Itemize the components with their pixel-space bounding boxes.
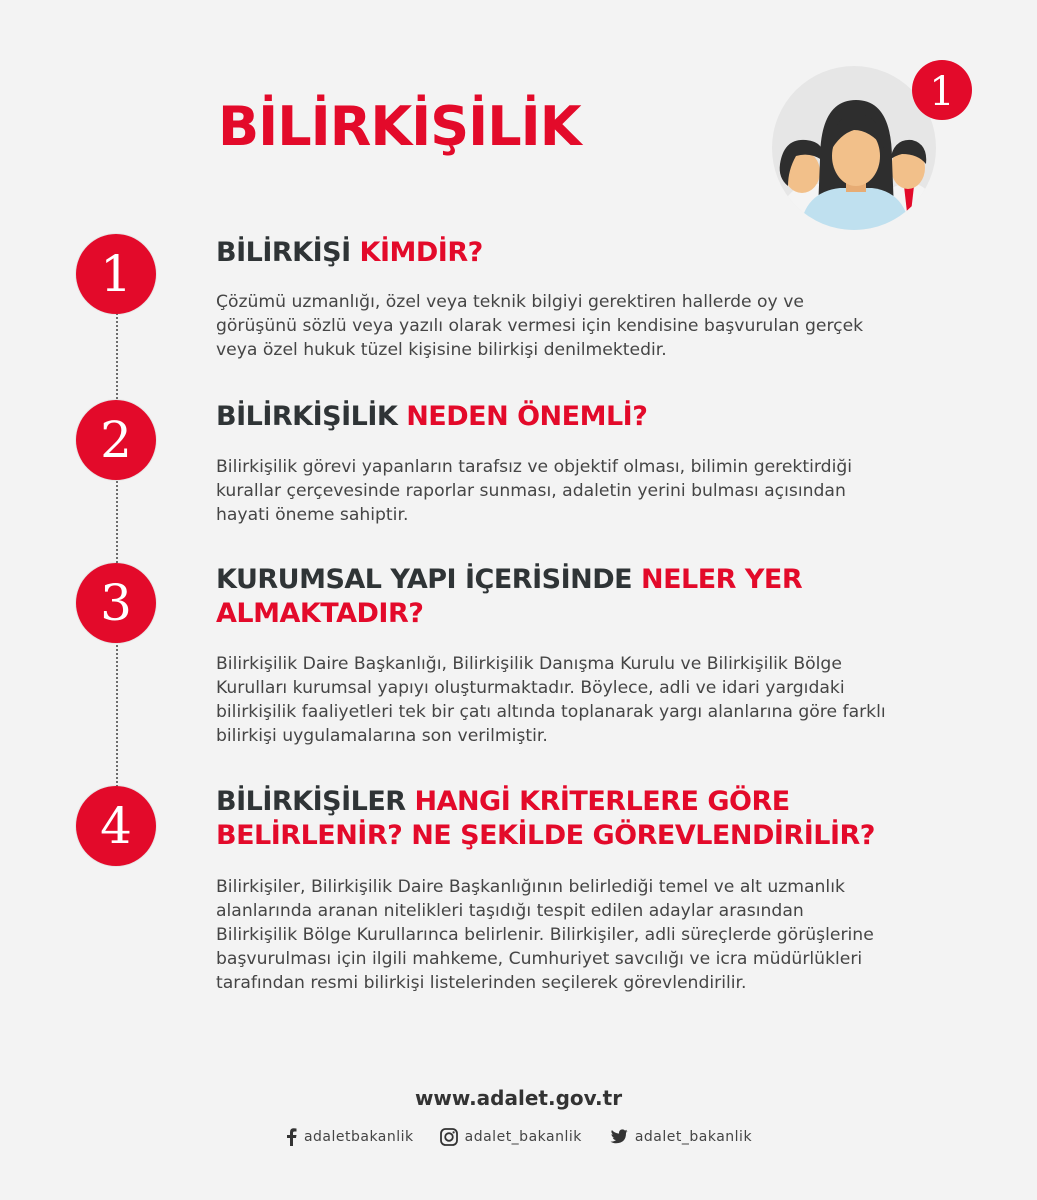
website-link[interactable]: www.adalet.gov.tr xyxy=(414,1086,623,1110)
facebook-handle: adaletbakanlik xyxy=(303,1129,414,1145)
social-facebook[interactable] xyxy=(285,1128,414,1146)
step-number-1: 1 xyxy=(76,234,156,314)
section-4-title-red: HANGİ KRİTERLERE GÖRE BELİRLENİR? NE ŞEKİLDE GÖREVLENDİRİLİR? xyxy=(216,786,875,851)
social-twitter[interactable] xyxy=(608,1128,752,1146)
hero-illustration xyxy=(770,60,980,230)
step-number-3: 3 xyxy=(76,563,156,643)
social-instagram[interactable] xyxy=(440,1128,582,1146)
section-1-title xyxy=(216,236,483,270)
section-2-body: Bilirkişilik görevi yapanların tarafsız ve objektif olması, bilimin gerektirdiği kurallar çerçevesinde raporlar sunması, adaletin yerini bulması açısından hayati öneme sahiptir. xyxy=(216,457,853,525)
section-1-title-red: KİMDİR? xyxy=(359,237,483,268)
section-4-title-dark: BİLİRKİŞİLER xyxy=(216,786,415,817)
people-group-icon xyxy=(770,60,980,230)
section-3-body: Bilirkişilik Daire Başkanlığı, Bilirkişilik Danışma Kurulu ve Bilirkişilik Bölge Kurulları kurumsal yapıyı oluşturmaktadır. Böylece, adli ve idari yargıdaki bilirkişilik faaliyetleri tek bir çatı altında toplanarak yargı alanlarına göre farklı bilirkişi uygulamalarına son verilmiştir. xyxy=(216,654,886,746)
step-number-2: 2 xyxy=(76,400,156,480)
section-1-body: Çözümü uzmanlığı, özel veya teknik bilgiyi gerektiren hallerde oy ve görüşünü sözlü veya yazılı olarak vermesi için kendisine başvurulan gerçek veya özel hukuk tüzel kişisine bilirkişi denilmektedir. xyxy=(216,292,864,360)
section-2-title-red: NEDEN ÖNEMLİ? xyxy=(406,401,648,432)
section-4-body: Bilirkişiler, Bilirkişilik Daire Başkanlığının belirlediği temel ve alt uzmanlık alanlarında aranan nitelikleri taşıdığı tespit edilen adaylar arasından Bilirkişilik Bölge Kurullarınca belirlenir. Bilirkişiler, adli süreçlerde görüşlerine başvurulması için ilgili mahkeme, Cumhuriyet savcılığı ve icra müdürlükleri tarafından resmi bilirkişi listelerinden seçilerek görevlendirilir. xyxy=(216,877,874,993)
twitter-icon xyxy=(608,1129,628,1145)
timeline-connector xyxy=(116,270,118,830)
section-3-title-red: NELER YER ALMAKTADIR? xyxy=(216,564,803,629)
section-1-title-dark: BİLİRKİŞİ xyxy=(216,237,360,268)
step-number-4: 4 xyxy=(76,786,156,866)
instagram-handle: adalet_bakanlik xyxy=(464,1129,582,1145)
social-links xyxy=(0,1128,1037,1146)
section-3-title xyxy=(216,563,802,631)
section-4-title xyxy=(216,785,875,853)
section-2-title-dark: BİLİRKİŞİLİK xyxy=(216,401,407,432)
instagram-icon xyxy=(440,1128,458,1146)
section-3-title-dark: KURUMSAL YAPI İÇERİSİNDE xyxy=(216,564,641,595)
facebook-icon xyxy=(285,1128,297,1146)
page-title: BİLİRKİŞİLİK xyxy=(218,95,581,158)
hero-badge-number: 1 xyxy=(929,69,955,115)
section-2-title xyxy=(216,400,647,434)
twitter-handle: adalet_bakanlik xyxy=(634,1129,753,1145)
